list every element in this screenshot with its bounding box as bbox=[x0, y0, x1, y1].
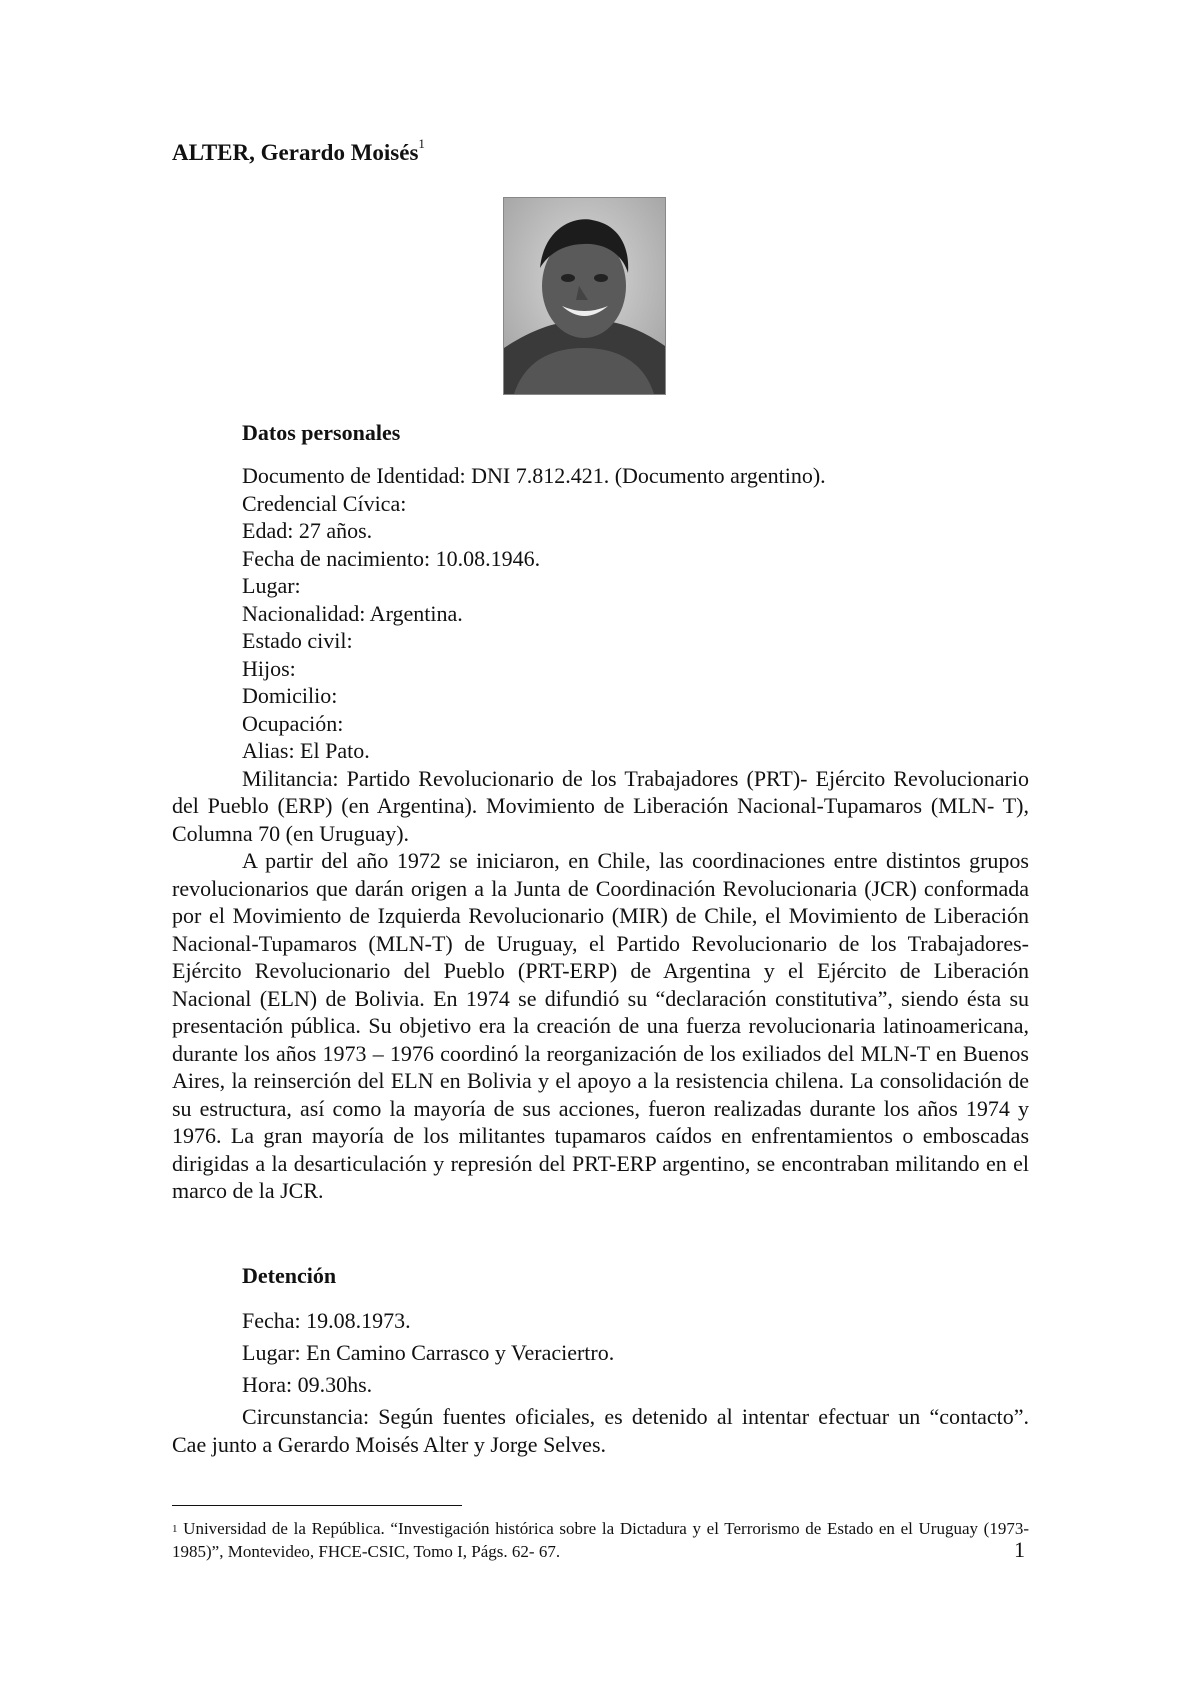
section-heading-datos-personales: Datos personales bbox=[242, 420, 401, 445]
footnote bbox=[172, 1518, 1029, 1563]
field-alias: Alias: El Pato. bbox=[242, 738, 370, 763]
field-edad: Edad: 27 años. bbox=[242, 518, 373, 543]
field-hijos: Hijos: bbox=[242, 655, 296, 681]
militancia-paragraph: Militancia: Partido Revolucionario de los Trabajadores (PRT)- Ejército Revolucionario del Pueblo (ERP) (en Argentina). Movimiento de Liberación Nacional-Tupamaros (MLN- T), Columna 70 (en Uruguay). bbox=[172, 765, 1029, 846]
jcr-paragraph: A partir del año 1972 se iniciaron, en Chile, las coordinaciones entre distintos grupos revolucionarios que darán origen a la Junta de Coordinación Revolucionaria (JCR) conformada por el Movimiento de Izquierda Revolucionario (MIR) de Chile, el Movimiento de Liberación Nacional-Tupamaros (MLN-T) de Uruguay, el Partido Revolucionario de los Trabajadores-Ejército Revolucionario del Pueblo (PRT-ERP) de Argentina y el Ejército de Liberación Nacional (ELN) de Bolivia. En 1974 se difundió su “declaración constitutiva”, siendo ésta su presentación pública. Su objetivo era la creación de una fuerza revolucionaria latinoamericana, durante los años 1973 – 1976 coordinó la reorganización de los exiliados del MLN-T en Buenos Aires, la reinserción del ELN en Bolivia y el apoyo a la resistencia chilena. La consolidación de su estructura, así como la mayoría de sus acciones, fueron realizadas durante los años 1974 y 1976. La gran mayoría de los militantes tupamaros caídos en enfrentamientos o emboscadas dirigidas a la desarticulación y represión del PRT-ERP argentino, se encontraban militando en el marco de la JCR. bbox=[172, 848, 1029, 1203]
footnote-divider bbox=[172, 1505, 462, 1506]
field-lugar: Lugar: bbox=[242, 573, 301, 598]
detencion-fecha: Fecha: 19.08.1973. bbox=[242, 1308, 411, 1333]
footnote-number: 1 bbox=[172, 1523, 178, 1535]
footnote-reference[interactable]: 1 bbox=[418, 136, 425, 151]
section-heading-detencion: Detención bbox=[242, 1263, 337, 1288]
page-number: 1 bbox=[1014, 1537, 1025, 1562]
person-name-title: ALTER, Gerardo Moisés$^1$ bbox=[172, 136, 425, 165]
field-nacionalidad: Nacionalidad: Argentina. bbox=[242, 600, 463, 626]
field-domicilio: Domicilio: bbox=[242, 683, 338, 708]
field-ocupacion: Ocupación: bbox=[242, 710, 344, 736]
field-documento: Documento de Identidad: DNI 7.812.421. (Documento argentino). bbox=[242, 463, 826, 488]
footnote-text: Universidad de la República. “Investigación histórica sobre la Dictadura y el Terrorismo de Estado en el Uruguay (1973-1985)”, Montevideo, FHCE-CSIC, Tomo I, Págs. 62- 67. bbox=[172, 1519, 1029, 1561]
portrait-photo bbox=[503, 197, 666, 395]
field-estado-civil: Estado civil: bbox=[242, 628, 353, 653]
detencion-lugar: Lugar: En Camino Carrasco y Veraciertro. bbox=[242, 1340, 615, 1365]
detencion-hora: Hora: 09.30hs. bbox=[242, 1372, 373, 1397]
detencion-circunstancia: Circunstancia: Según fuentes oficiales, es detenido al intentar efectuar un “contacto”. Cae junto a Gerardo Moisés Alter y Jorge Selves. bbox=[172, 1404, 1029, 1457]
field-fecha-nacimiento: Fecha de nacimiento: 10.08.1946. bbox=[242, 545, 541, 571]
field-credencial: Credencial Cívica: bbox=[242, 490, 407, 516]
